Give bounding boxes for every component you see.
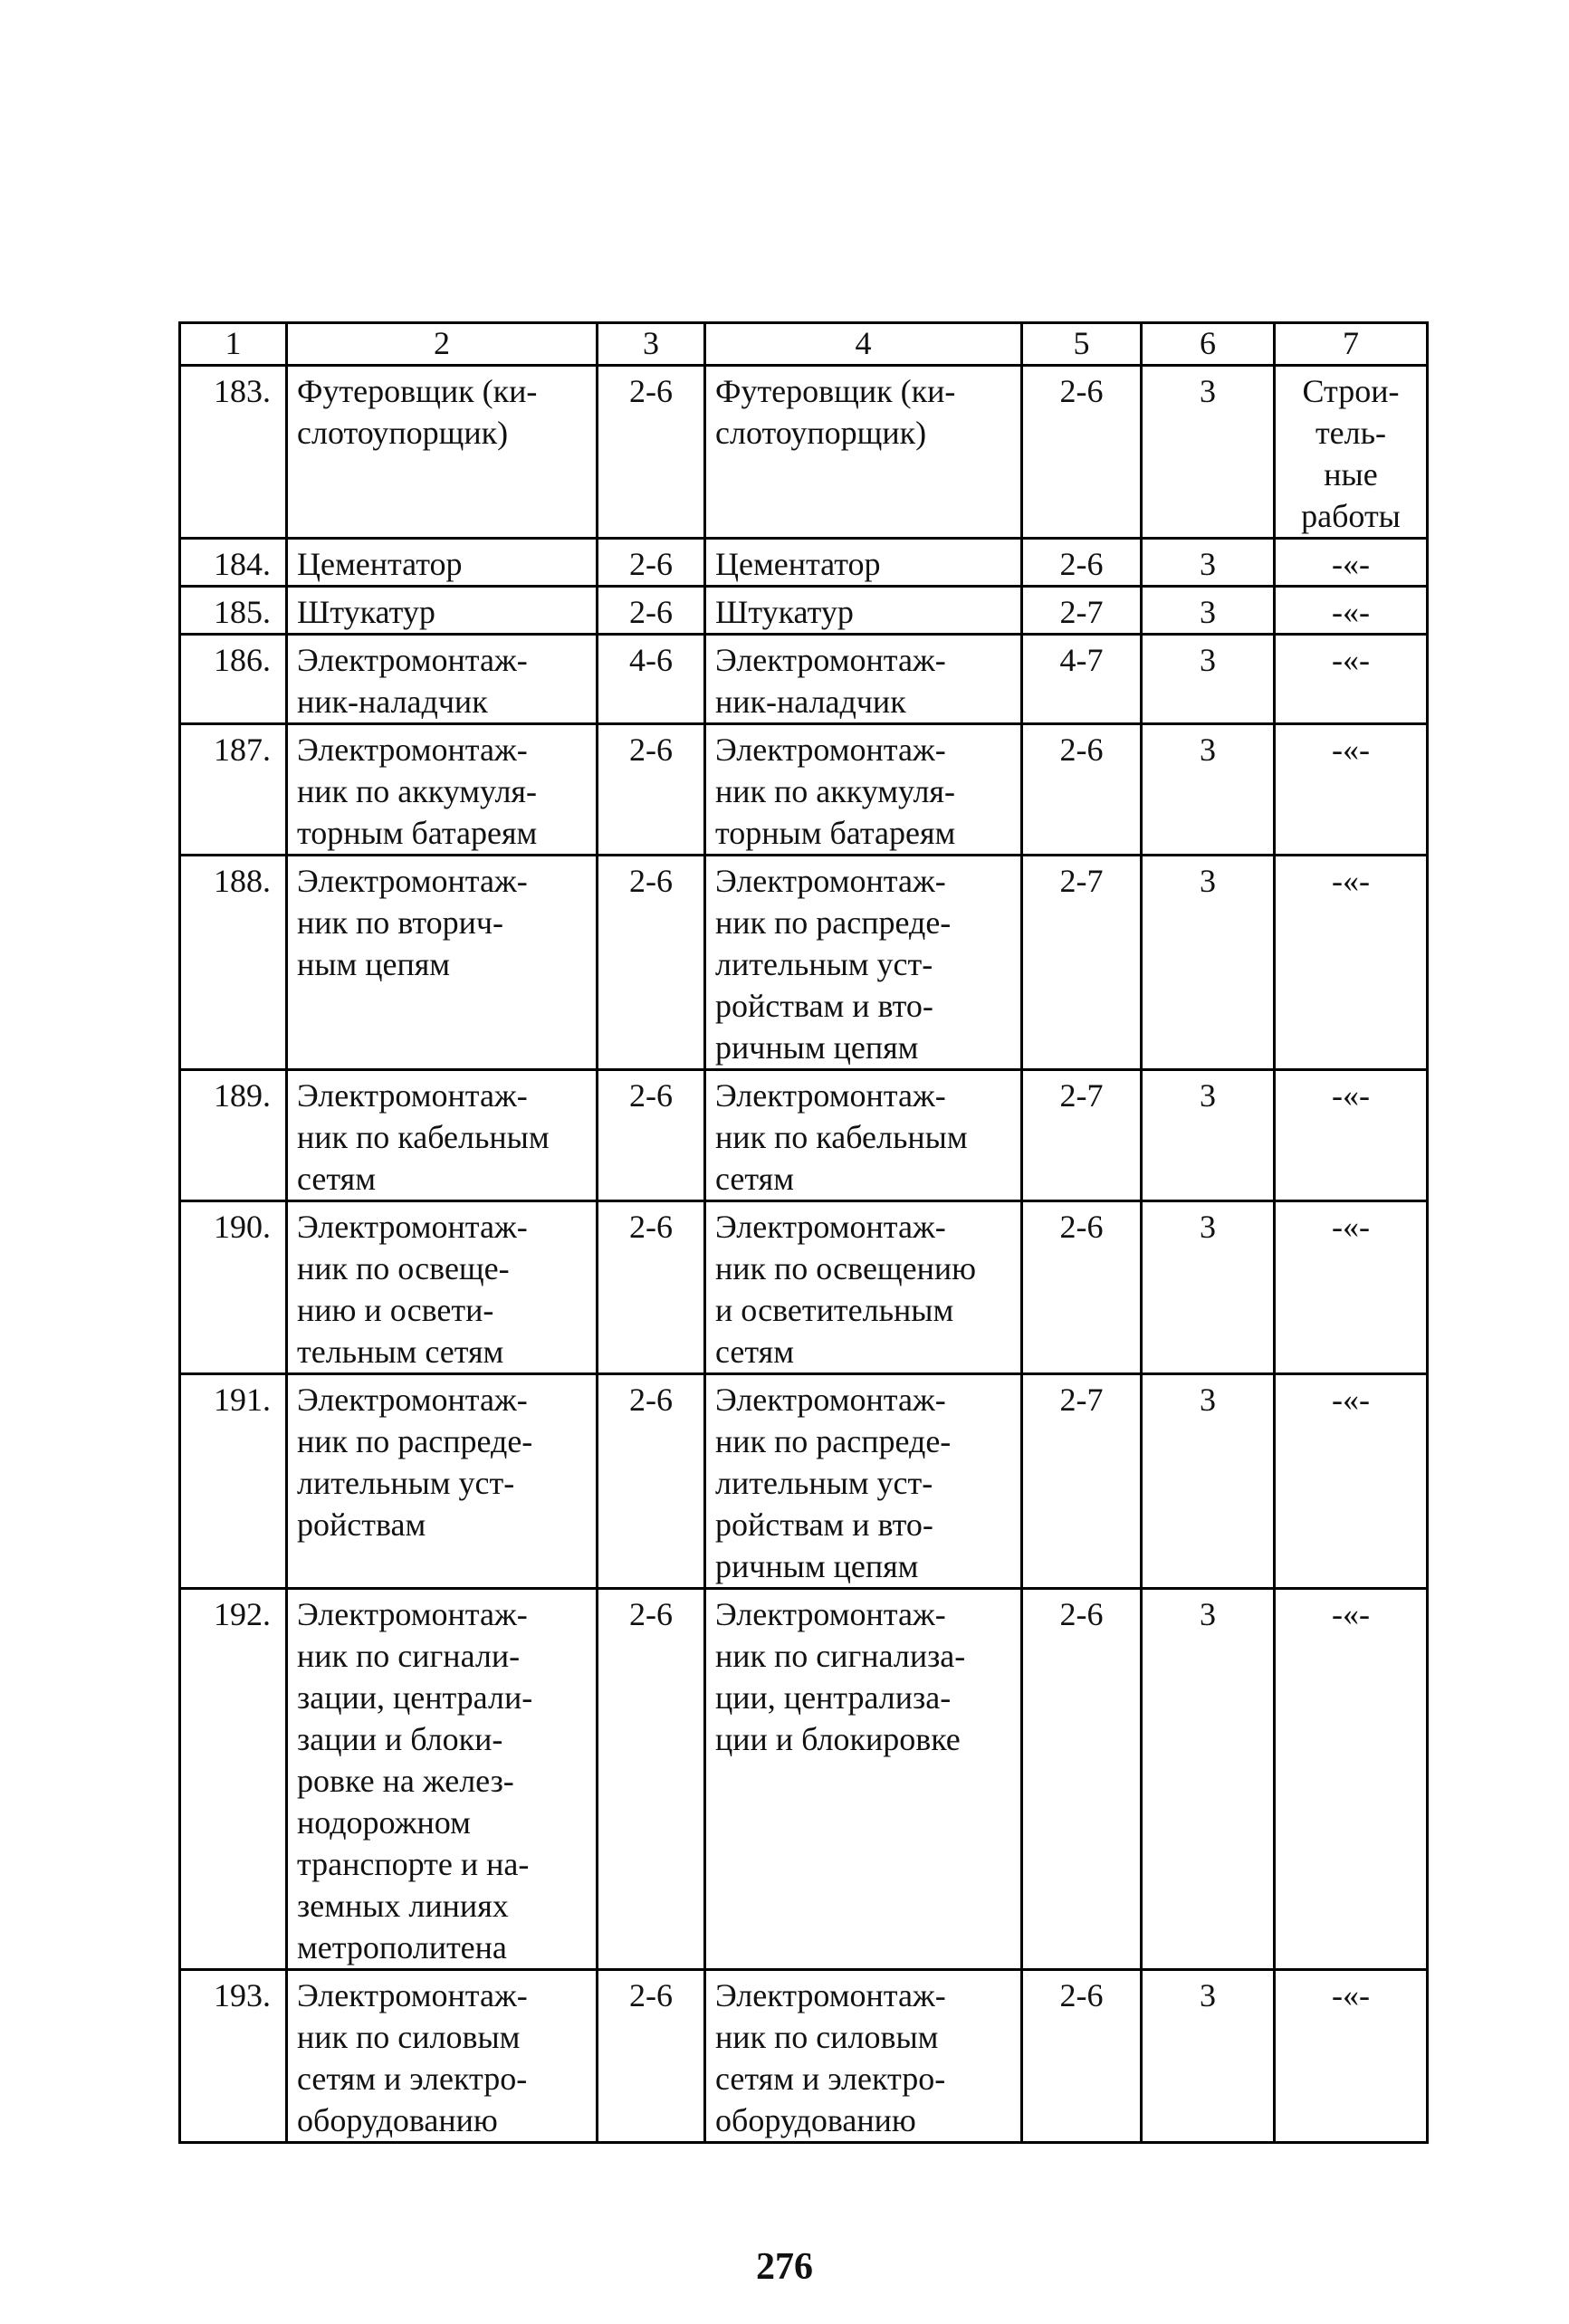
new-grade-range-cell: 2-6 (1022, 724, 1142, 856)
new-occupation-name-cell: Электромонтаж- ник по сигнализа- ции, централиза- ции и блокировке (705, 1589, 1022, 1970)
note-cell: -«- (1275, 1970, 1428, 2143)
table-row (180, 635, 1428, 724)
row-number-cell: 193. (180, 1970, 287, 2143)
row-number-cell: 192. (180, 1589, 287, 1970)
new-occupation-name-cell: Цементатор (705, 539, 1022, 587)
new-grade-range-cell: 2-7 (1022, 587, 1142, 635)
table-row (180, 1970, 1428, 2143)
column-number-row (180, 323, 1428, 366)
grade-range-cell: 2-6 (598, 366, 705, 539)
note-cell: Строи- тель- ные работы (1275, 366, 1428, 539)
grade-range-cell: 2-6 (598, 587, 705, 635)
row-number-cell: 190. (180, 1201, 287, 1374)
note-cell: -«- (1275, 587, 1428, 635)
note-cell: -«- (1275, 1374, 1428, 1589)
grade-range-cell: 2-6 (598, 1201, 705, 1374)
occupation-name-cell: Электромонтаж- ник-наладчик (287, 635, 598, 724)
grade-range-cell: 2-6 (598, 856, 705, 1070)
column-header: 4 (705, 323, 1022, 366)
classification-table (178, 321, 1429, 2144)
table-row (180, 724, 1428, 856)
new-grade-range-cell: 4-7 (1022, 635, 1142, 724)
column-6-cell: 3 (1142, 635, 1275, 724)
occupation-name-cell: Электромонтаж- ник по вторич- ным цепям (287, 856, 598, 1070)
column-header: 5 (1022, 323, 1142, 366)
column-6-cell: 3 (1142, 1374, 1275, 1589)
occupation-name-cell: Электромонтаж- ник по распреде- лительным уст- ройствам (287, 1374, 598, 1589)
column-header: 3 (598, 323, 705, 366)
table-row (180, 1201, 1428, 1374)
new-occupation-name-cell: Электромонтаж- ник по силовым сетям и электро- оборудованию (705, 1970, 1022, 2143)
column-6-cell: 3 (1142, 856, 1275, 1070)
new-occupation-name-cell: Электромонтаж- ник по кабельным сетям (705, 1070, 1022, 1201)
row-number-cell: 185. (180, 587, 287, 635)
grade-range-cell: 2-6 (598, 1070, 705, 1201)
occupation-name-cell: Футеровщик (ки- слотоупорщик) (287, 366, 598, 539)
column-6-cell: 3 (1142, 1589, 1275, 1970)
grade-range-cell: 2-6 (598, 1970, 705, 2143)
occupation-name-cell: Электромонтаж- ник по аккумуля- торным батареям (287, 724, 598, 856)
new-grade-range-cell: 2-7 (1022, 1374, 1142, 1589)
column-header: 6 (1142, 323, 1275, 366)
row-number-cell: 186. (180, 635, 287, 724)
row-number-cell: 187. (180, 724, 287, 856)
column-6-cell: 3 (1142, 587, 1275, 635)
table-row (180, 1374, 1428, 1589)
column-6-cell: 3 (1142, 1201, 1275, 1374)
row-number-cell: 189. (180, 1070, 287, 1201)
occupation-name-cell: Электромонтаж- ник по кабельным сетям (287, 1070, 598, 1201)
note-cell: -«- (1275, 724, 1428, 856)
column-6-cell: 3 (1142, 724, 1275, 856)
new-occupation-name-cell: Электромонтаж- ник по распреде- лительным уст- ройствам и вто- ричным цепям (705, 1374, 1022, 1589)
table-row (180, 539, 1428, 587)
row-number-cell: 183. (180, 366, 287, 539)
new-grade-range-cell: 2-6 (1022, 1970, 1142, 2143)
new-occupation-name-cell: Электромонтаж- ник-наладчик (705, 635, 1022, 724)
row-number-cell: 191. (180, 1374, 287, 1589)
column-6-cell: 3 (1142, 1970, 1275, 2143)
note-cell: -«- (1275, 856, 1428, 1070)
new-occupation-name-cell: Штукатур (705, 587, 1022, 635)
new-grade-range-cell: 2-7 (1022, 856, 1142, 1070)
grade-range-cell: 2-6 (598, 539, 705, 587)
new-grade-range-cell: 2-6 (1022, 1589, 1142, 1970)
note-cell: -«- (1275, 1201, 1428, 1374)
column-6-cell: 3 (1142, 539, 1275, 587)
note-cell: -«- (1275, 635, 1428, 724)
row-number-cell: 184. (180, 539, 287, 587)
table-row (180, 366, 1428, 539)
new-occupation-name-cell: Электромонтаж- ник по аккумуля- торным батареям (705, 724, 1022, 856)
new-occupation-name-cell: Электромонтаж- ник по освещению и осветительным сетям (705, 1201, 1022, 1374)
row-number-cell: 188. (180, 856, 287, 1070)
column-header: 2 (287, 323, 598, 366)
grade-range-cell: 2-6 (598, 1374, 705, 1589)
table-row (180, 587, 1428, 635)
column-6-cell: 3 (1142, 366, 1275, 539)
occupation-name-cell: Электромонтаж- ник по освеще- нию и освети- тельным сетям (287, 1201, 598, 1374)
new-occupation-name-cell: Футеровщик (ки- слотоупорщик) (705, 366, 1022, 539)
table-row (180, 856, 1428, 1070)
column-header: 7 (1275, 323, 1428, 366)
new-grade-range-cell: 2-7 (1022, 1070, 1142, 1201)
page-number: 276 (756, 2246, 813, 2288)
new-grade-range-cell: 2-6 (1022, 1201, 1142, 1374)
table-row (180, 1589, 1428, 1970)
grade-range-cell: 2-6 (598, 1589, 705, 1970)
column-header: 1 (180, 323, 287, 366)
grade-range-cell: 2-6 (598, 724, 705, 856)
occupation-name-cell: Штукатур (287, 587, 598, 635)
new-grade-range-cell: 2-6 (1022, 366, 1142, 539)
occupation-name-cell: Электромонтаж- ник по сигнали- зации, централи- зации и блоки- ровке на желез- нодорожном транспорте и на- земных линиях метрополитена (287, 1589, 598, 1970)
new-occupation-name-cell: Электромонтаж- ник по распреде- лительным уст- ройствам и вто- ричным цепям (705, 856, 1022, 1070)
new-grade-range-cell: 2-6 (1022, 539, 1142, 587)
occupation-name-cell: Электромонтаж- ник по силовым сетям и электро- оборудованию (287, 1970, 598, 2143)
note-cell: -«- (1275, 1589, 1428, 1970)
table-row (180, 1070, 1428, 1201)
note-cell: -«- (1275, 1070, 1428, 1201)
column-6-cell: 3 (1142, 1070, 1275, 1201)
note-cell: -«- (1275, 539, 1428, 587)
grade-range-cell: 4-6 (598, 635, 705, 724)
occupation-name-cell: Цементатор (287, 539, 598, 587)
